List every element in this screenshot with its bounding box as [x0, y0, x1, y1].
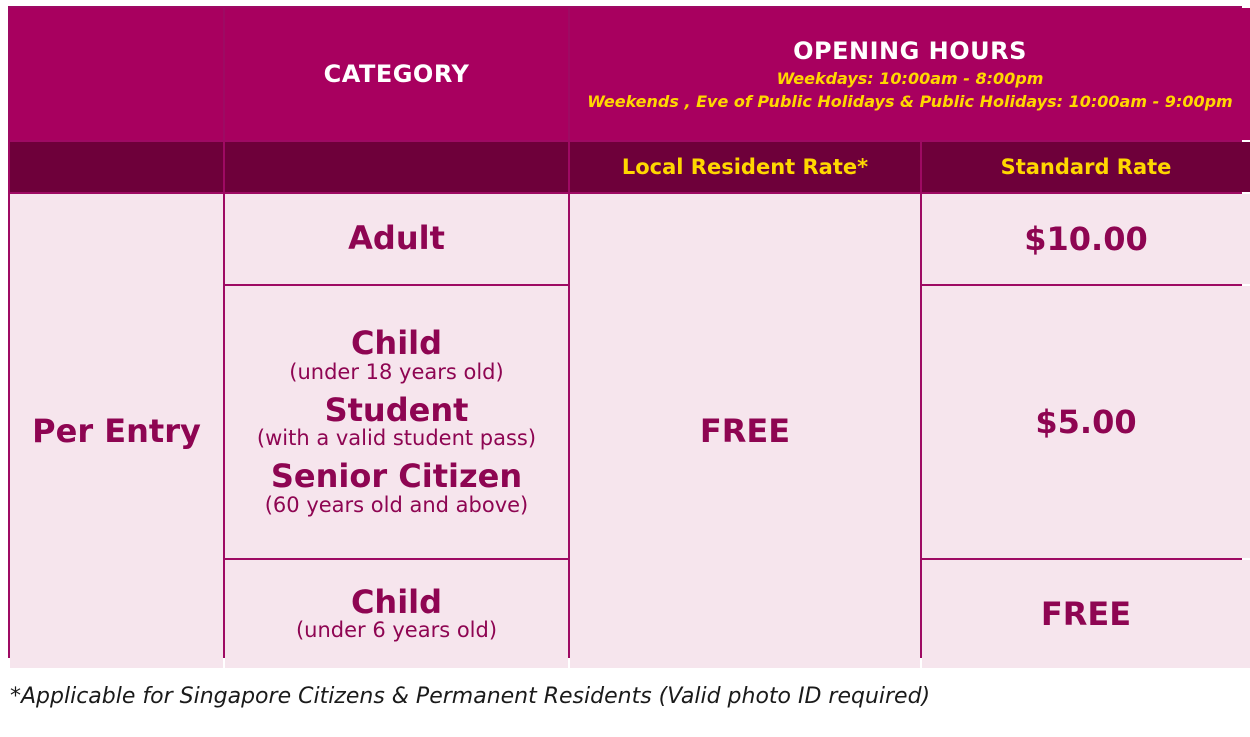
concession-standard-rate-cell	[922, 286, 1250, 558]
local-rate-free: FREE	[699, 412, 791, 450]
per-entry-cell	[10, 194, 223, 668]
category-note: (with a valid student pass)	[256, 426, 537, 451]
adult-label: Adult	[348, 219, 445, 258]
header-opening-hours	[570, 8, 1250, 140]
weekday-hours: Weekdays: 10:00am - 8:00pm	[776, 69, 1044, 88]
category-label: Senior Citizen	[270, 457, 523, 496]
category-label: Child	[350, 323, 443, 362]
weekend-hours: Weekends , Eve of Public Holidays & Public Holidays: 10:00am - 9:00pm	[587, 92, 1233, 111]
concession-category-cell	[225, 286, 568, 558]
header-category	[225, 8, 568, 140]
adult-category-cell	[225, 194, 568, 284]
child-under-6-standard-price: FREE	[1040, 595, 1132, 633]
child-under-6-standard-rate-cell	[922, 560, 1250, 668]
admission-rates-table	[8, 6, 1242, 658]
child-under-6-label: Child	[350, 582, 443, 621]
local-resident-rate-heading: Local Resident Rate*	[570, 142, 920, 192]
child-under-6-category-cell	[225, 560, 568, 668]
header-empty-cell	[10, 8, 223, 140]
footnote: *Applicable for Singapore Citizens & Permanent Residents (Valid photo ID required)	[10, 684, 931, 709]
category-senior	[264, 457, 529, 517]
category-label: Student	[324, 390, 469, 429]
category-note: (60 years old and above)	[264, 492, 529, 517]
opening-hours-heading: OPENING HOURS	[793, 37, 1027, 65]
standard-rate-heading: Standard Rate	[922, 142, 1250, 192]
category-child-18	[289, 323, 504, 384]
adult-standard-price: $10.00	[1024, 220, 1148, 258]
category-student	[256, 390, 537, 451]
category-heading: CATEGORY	[323, 60, 470, 88]
concession-standard-price: $5.00	[1035, 403, 1137, 441]
subheader-empty-cell-1	[10, 142, 223, 192]
per-entry-label: Per Entry	[32, 412, 201, 450]
adult-standard-rate-cell	[922, 194, 1250, 284]
category-note: (under 18 years old)	[289, 359, 504, 384]
subheader-empty-cell-2	[225, 142, 568, 192]
local-rate-cell	[570, 194, 920, 668]
child-under-6-note: (under 6 years old)	[295, 618, 498, 643]
